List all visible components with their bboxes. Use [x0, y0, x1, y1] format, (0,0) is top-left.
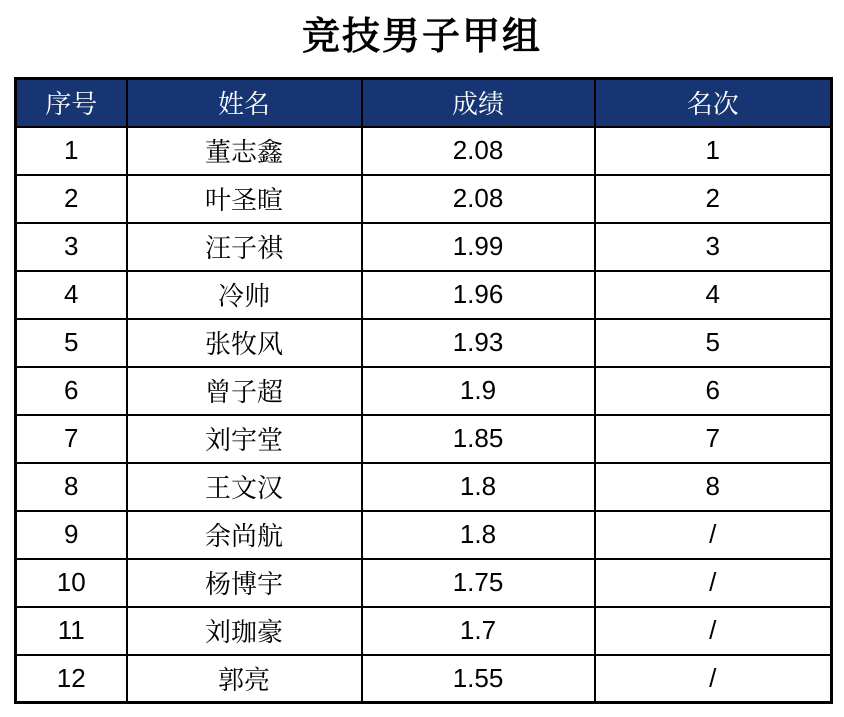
table-row — [16, 511, 832, 559]
cell-score: 1.85 — [362, 415, 595, 463]
table-row — [16, 607, 832, 655]
table-row — [16, 223, 832, 271]
cell-no: 10 — [16, 559, 127, 607]
cell-rank: 2 — [595, 175, 832, 223]
results-table — [14, 77, 833, 704]
cell-no: 4 — [16, 271, 127, 319]
column-header-rank: 名次 — [595, 79, 832, 127]
cell-rank: 4 — [595, 271, 832, 319]
cell-score: 2.08 — [362, 175, 595, 223]
cell-score: 1.7 — [362, 607, 595, 655]
cell-score: 2.08 — [362, 127, 595, 175]
cell-name: 汪子祺 — [127, 223, 362, 271]
cell-no: 5 — [16, 319, 127, 367]
table-row — [16, 319, 832, 367]
cell-no: 1 — [16, 127, 127, 175]
cell-name: 冷帅 — [127, 271, 362, 319]
cell-no: 8 — [16, 463, 127, 511]
cell-rank: / — [595, 511, 832, 559]
cell-name: 王文汉 — [127, 463, 362, 511]
cell-score: 1.75 — [362, 559, 595, 607]
table-row — [16, 463, 832, 511]
cell-name: 余尚航 — [127, 511, 362, 559]
cell-score: 1.55 — [362, 655, 595, 703]
table-body — [16, 127, 832, 703]
cell-name: 叶圣暄 — [127, 175, 362, 223]
table-header — [16, 79, 832, 127]
table-row — [16, 175, 832, 223]
column-header-no: 序号 — [16, 79, 127, 127]
table-row — [16, 271, 832, 319]
cell-no: 11 — [16, 607, 127, 655]
table-row — [16, 415, 832, 463]
cell-no: 2 — [16, 175, 127, 223]
cell-no: 12 — [16, 655, 127, 703]
cell-rank: / — [595, 559, 832, 607]
cell-name: 郭亮 — [127, 655, 362, 703]
cell-rank: 8 — [595, 463, 832, 511]
table-row — [16, 655, 832, 703]
cell-score: 1.8 — [362, 463, 595, 511]
cell-score: 1.99 — [362, 223, 595, 271]
cell-rank: / — [595, 607, 832, 655]
page-title: 竞技男子甲组 — [301, 13, 542, 58]
cell-score: 1.8 — [362, 511, 595, 559]
cell-rank: 5 — [595, 319, 832, 367]
cell-no: 3 — [16, 223, 127, 271]
table-row — [16, 127, 832, 175]
column-header-score: 成绩 — [362, 79, 595, 127]
cell-name: 张牧风 — [127, 319, 362, 367]
cell-rank: 1 — [595, 127, 832, 175]
header-row — [16, 79, 832, 127]
cell-score: 1.93 — [362, 319, 595, 367]
cell-name: 杨博宇 — [127, 559, 362, 607]
table-row — [16, 559, 832, 607]
cell-score: 1.96 — [362, 271, 595, 319]
cell-name: 刘宇堂 — [127, 415, 362, 463]
cell-no: 7 — [16, 415, 127, 463]
cell-rank: 3 — [595, 223, 832, 271]
cell-name: 曾子超 — [127, 367, 362, 415]
table-row — [16, 367, 832, 415]
cell-no: 9 — [16, 511, 127, 559]
cell-rank: 7 — [595, 415, 832, 463]
cell-no: 6 — [16, 367, 127, 415]
cell-name: 刘珈豪 — [127, 607, 362, 655]
cell-rank: 6 — [595, 367, 832, 415]
cell-rank: / — [595, 655, 832, 703]
cell-score: 1.9 — [362, 367, 595, 415]
cell-name: 董志鑫 — [127, 127, 362, 175]
column-header-name: 姓名 — [127, 79, 362, 127]
